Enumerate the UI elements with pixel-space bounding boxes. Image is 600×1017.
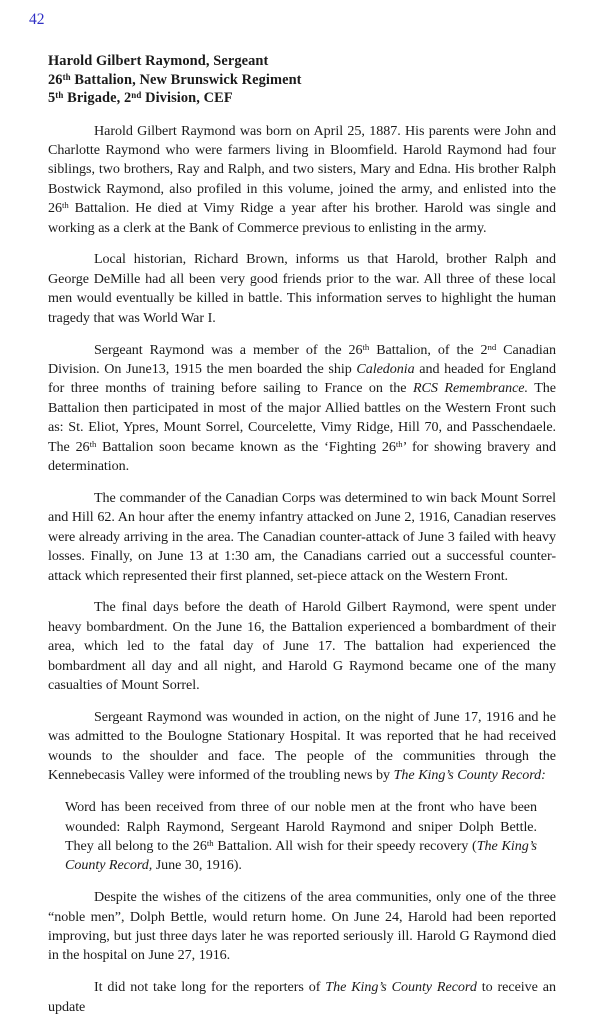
page-number: 42 — [29, 11, 45, 28]
block-quote-newspaper-excerpt — [65, 798, 537, 876]
text-segment: Sergeant Raymond was a member of the 26 — [94, 341, 363, 358]
text-segment: The commander of the Canadian Corps was determined to win back Mount Sorrel and Hill 62. An hour after the enemy infantry attacked on June 2, 1916, Canadian reserves were already arriving in the area. The Canadian counter-attack of June 3 failed with heavy losses. Finally, on June 13 at 1:30 am, the Canadians carried out a successful counter-attack which represented their first planned, set-piece attack on the Western Front. — [48, 489, 556, 584]
text-segment: Battalion. He died at Vimy Ridge a year after his brother. Harold was single and working as a clerk at the Bank of Commerce previous to enlisting in the army. — [48, 200, 556, 236]
ordinal-suffix: th — [362, 341, 370, 352]
text-segment: June 30, 1916). — [152, 857, 242, 874]
brigade-text: Brigade, 2 — [63, 90, 132, 106]
paragraph-birth-and-family — [48, 122, 556, 238]
text-segment: The final days before the death of Harold Gilbert Raymond, were spent under heavy bombardment. On the June 16, the Battalion experienced a bombardment of their area, which led to the fatal day of June 17. The battalion had experienced the bombardment all day and all night, and Harold G Raymond became one of the many casualties of Mount Sorrel. — [48, 599, 556, 694]
paragraph-battalion-service — [48, 341, 556, 477]
heading-line-brigade — [48, 89, 556, 108]
ship-name-remembrance: RCS Remembrance. — [413, 380, 528, 397]
text-segment: Battalion, of the 2 — [369, 341, 488, 358]
ship-name-caledonia: Caledonia — [356, 360, 415, 377]
text-segment: The Battalion then participated in most of the major Allied battles on the Western Front such as: St. Eliot, Ypres, Mount Sorrel, Courcelette, Vimy Ridge, Hill 70, and Passchendaele. The 26 — [48, 380, 556, 455]
paragraph-local-historian — [48, 250, 556, 328]
text-segment: Harold Gilbert Raymond was born on April 25, 1887. His parents were John and Charlotte Raymond who were farmers living in Bloomfield. Harold Raymond had four siblings, two brothers, Ray and Ralph, and two sisters, Mary and Edna. His brother Ralph Bostwick Raymond, also profiled in this volume, joined the army, and enlisted into the 26 — [48, 122, 556, 217]
ordinal-suffix: th — [395, 438, 403, 449]
battalion-regiment-text: Battalion, New Brunswick Regiment — [70, 71, 302, 88]
division-text: Division, CEF — [141, 90, 233, 106]
text-segment: Word has been received from three of our noble men at the front who have been wounded: Ralph Raymond, Sergeant Harold Raymond and sniper Dolph Bettle. They all belong to the 26 — [65, 799, 537, 854]
newspaper-name: The King’s County Record: — [393, 767, 546, 784]
text-segment: ’ for showing bravery and determination. — [48, 438, 556, 474]
heading-line-battalion — [48, 71, 556, 90]
profile-heading — [48, 52, 556, 108]
division-ordinal-suffix: nd — [131, 89, 142, 100]
ordinal-suffix: th — [206, 837, 214, 848]
text-segment: Battalion soon became known as the ‘Fighting 26 — [96, 438, 396, 455]
text-segment: It did not take long for the reporters of — [94, 979, 326, 996]
paragraph-wounded-in-action — [48, 708, 556, 786]
newspaper-name: The King’s County Record, — [65, 837, 537, 874]
page-content — [48, 52, 556, 1017]
brigade-ordinal-suffix: th — [55, 89, 64, 100]
ordinal-suffix: nd — [487, 341, 497, 352]
text-segment: Sergeant Raymond was wounded in action, on the night of June 17, 1916 and he was admitted to the Boulogne Stationary Hospital. It was reported that he had received wounds to the shoulder and face. The people of the communities through the Kennebecasis Valley were informed of the troubling news by — [48, 708, 556, 784]
text-segment: Despite the wishes of the citizens of the area communities, only one of the three “noble men”, Dolph Bettle, would return home. On June 24, Harold had been reported improving, but just three days later he was reported seriously ill. Harold G Raymond died in the hospital on June 27, 1916. — [48, 889, 556, 964]
battalion-ordinal-suffix: th — [62, 71, 71, 82]
battalion-number: 26 — [48, 71, 63, 88]
ordinal-suffix: th — [62, 200, 69, 211]
text-segment: Local historian, Richard Brown, informs us that Harold, brother Ralph and George DeMille had all been very good friends prior to the war. All three of these local men would eventually be killed in battle. This information serves to highlight the human tragedy that was World War I. — [48, 251, 556, 326]
paragraph-reporters-update — [48, 978, 556, 1017]
text-segment: and headed for England for three months of training before sailing to France on the — [48, 360, 556, 397]
text-segment: Canadian Division. On June13, 1915 the men boarded the ship — [48, 341, 556, 377]
text-segment: to receive an update — [48, 979, 556, 1015]
paragraph-mount-sorrel-battle — [48, 489, 556, 586]
paragraph-death-report — [48, 888, 556, 966]
newspaper-name: The King’s County Record — [325, 979, 477, 996]
heading-line-name: Harold Gilbert Raymond, Sergeant — [48, 53, 269, 69]
ordinal-suffix: th — [89, 438, 97, 449]
paragraph-final-days — [48, 598, 556, 695]
brigade-number: 5 — [48, 90, 56, 106]
text-segment: Battalion. All wish for their speedy recovery ( — [213, 837, 477, 854]
